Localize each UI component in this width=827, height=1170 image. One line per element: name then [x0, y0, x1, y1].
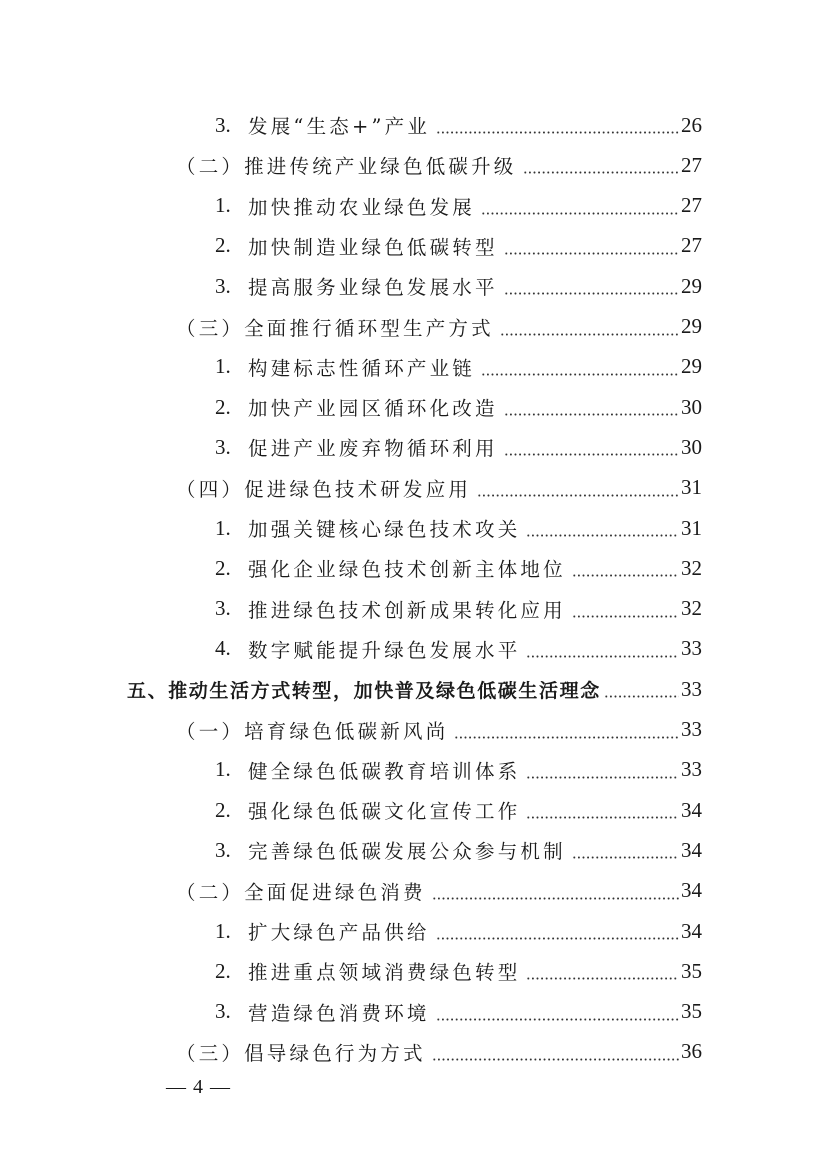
toc-entry[interactable]	[176, 710, 702, 750]
entry-title: 推进重点领域消费绿色转型	[248, 961, 521, 985]
toc-entry[interactable]	[215, 790, 702, 830]
entry-page-number: 34	[681, 918, 702, 943]
entry-page-number: 27	[681, 193, 702, 218]
entry-page-number: 33	[681, 636, 702, 661]
dot-leader	[504, 292, 679, 295]
entry-number: 2.	[215, 797, 231, 822]
entry-number: 3.	[215, 112, 231, 137]
entry-page-number: 30	[681, 434, 702, 459]
entry-page-number: 31	[681, 475, 702, 500]
dot-leader	[526, 776, 679, 779]
dot-leader	[572, 856, 679, 859]
toc-entry[interactable]	[176, 145, 702, 185]
entry-title: （三）全面推行循环型生产方式	[176, 316, 494, 340]
entry-page-number: 33	[681, 676, 702, 701]
toc-entry[interactable]	[215, 589, 702, 629]
entry-number: 2.	[215, 394, 231, 419]
toc-entry[interactable]	[215, 830, 702, 870]
toc-entry[interactable]	[215, 951, 702, 991]
dot-leader	[572, 615, 679, 618]
dot-leader	[526, 816, 679, 819]
entry-page-number: 36	[681, 1039, 702, 1064]
dot-leader	[572, 574, 679, 577]
entry-title: 强化绿色低碳文化宣传工作	[248, 800, 521, 824]
entry-page-number: 29	[681, 273, 702, 298]
toc-entry[interactable]	[215, 992, 702, 1032]
entry-title: 加快推动农业绿色发展	[248, 195, 476, 219]
dot-leader	[432, 1058, 679, 1061]
entry-title: （三）倡导绿色行为方式	[176, 1041, 426, 1065]
entry-title: 扩大绿色产品供给	[248, 921, 430, 944]
dot-leader	[504, 252, 679, 255]
entry-title: 加快产业园区循环化改造	[248, 397, 498, 421]
toc-entry[interactable]	[215, 629, 702, 669]
entry-number: 3.	[215, 596, 231, 621]
entry-title: （二）全面促进绿色消费	[176, 880, 426, 904]
dot-leader	[504, 453, 679, 456]
toc-entry[interactable]	[176, 871, 702, 911]
dot-leader	[504, 413, 679, 416]
toc-entry[interactable]	[215, 387, 702, 427]
toc-entry[interactable]	[176, 1032, 702, 1072]
entry-title: 推进绿色技术创新成果转化应用	[248, 598, 566, 622]
entry-number: 1.	[215, 918, 231, 943]
toc-entry[interactable]	[215, 186, 702, 226]
entry-title: 加强关键核心绿色技术攻关	[248, 518, 521, 541]
toc-entry[interactable]	[215, 347, 702, 387]
entry-number: 1.	[215, 193, 231, 218]
dot-leader	[436, 1018, 679, 1021]
dot-leader	[477, 494, 679, 497]
dot-leader	[526, 534, 679, 537]
entry-number: 3.	[215, 273, 231, 298]
entry-title: （二）推进传统产业绿色低碳升级	[176, 155, 517, 179]
entry-title: 健全绿色低碳教育培训体系	[248, 759, 521, 783]
entry-title: 加快制造业绿色低碳转型	[248, 235, 498, 259]
entry-page-number: 26	[681, 112, 702, 137]
entry-number: 1.	[215, 515, 231, 540]
toc-entry[interactable]	[215, 548, 702, 588]
toc-entry[interactable]	[215, 750, 702, 790]
toc-entry[interactable]	[215, 508, 702, 548]
entry-title: 提高服务业绿色发展水平	[248, 276, 498, 300]
entry-title: （四）促进绿色技术研发应用	[176, 477, 472, 501]
entry-page-number: 27	[681, 233, 702, 258]
toc-entry[interactable]	[215, 911, 702, 951]
dot-leader	[454, 736, 679, 739]
dot-leader	[432, 897, 679, 900]
toc-entry-chapter[interactable]	[127, 669, 702, 709]
entry-title: 五、推动生活方式转型，加快普及绿色低碳生活理念	[127, 679, 601, 702]
entry-title: 发展“生态+”产业	[248, 115, 431, 138]
entry-number: 2.	[215, 958, 231, 983]
entry-page-number: 29	[681, 314, 702, 338]
entry-page-number: 34	[681, 837, 702, 862]
entry-number: 3.	[215, 434, 231, 459]
entry-number: 2.	[215, 233, 231, 258]
dot-leader	[526, 655, 679, 658]
entry-number: 3.	[215, 837, 231, 862]
dot-leader	[523, 171, 679, 174]
dot-leader	[500, 333, 679, 336]
entry-number: 1.	[215, 757, 231, 782]
entry-title: 数字赋能提升绿色发展水平	[248, 638, 521, 662]
toc-entry[interactable]	[215, 427, 702, 467]
entry-page-number: 32	[681, 555, 702, 580]
entry-page-number: 29	[681, 354, 702, 379]
dot-leader	[436, 131, 679, 134]
page-number-footer: — 4 —	[166, 1076, 231, 1098]
entry-title: 促进产业废弃物循环利用	[248, 437, 498, 461]
toc-entry[interactable]	[215, 105, 702, 145]
entry-page-number: 34	[681, 878, 702, 903]
dot-leader	[526, 977, 679, 980]
entry-number: 2.	[215, 555, 231, 580]
entry-page-number: 30	[681, 394, 702, 419]
entry-page-number: 35	[681, 999, 702, 1024]
entry-page-number: 31	[681, 515, 702, 540]
dot-leader	[481, 212, 679, 215]
entry-title: 营造绿色消费环境	[248, 1001, 430, 1025]
entry-page-number: 33	[681, 717, 702, 741]
entry-page-number: 35	[681, 958, 702, 983]
entry-number: 4.	[215, 636, 231, 661]
entry-page-number: 33	[681, 757, 702, 782]
entry-page-number: 34	[681, 797, 702, 822]
entry-number: 3.	[215, 999, 231, 1024]
entry-page-number: 27	[681, 152, 702, 177]
dot-leader	[481, 373, 679, 376]
toc-entry[interactable]	[176, 307, 702, 347]
entry-title: 构建标志性循环产业链	[248, 356, 476, 380]
dot-leader	[604, 695, 679, 698]
entry-title: （一）培育绿色低碳新风尚	[176, 719, 449, 743]
toc-entry[interactable]	[176, 468, 702, 508]
toc-entry[interactable]	[215, 226, 702, 266]
toc-entry[interactable]	[215, 266, 702, 306]
dot-leader	[436, 937, 679, 940]
entry-number: 1.	[215, 354, 231, 379]
entry-title: 完善绿色低碳发展公众参与机制	[248, 840, 566, 864]
entry-title: 强化企业绿色技术创新主体地位	[248, 558, 566, 582]
entry-page-number: 32	[681, 596, 702, 621]
